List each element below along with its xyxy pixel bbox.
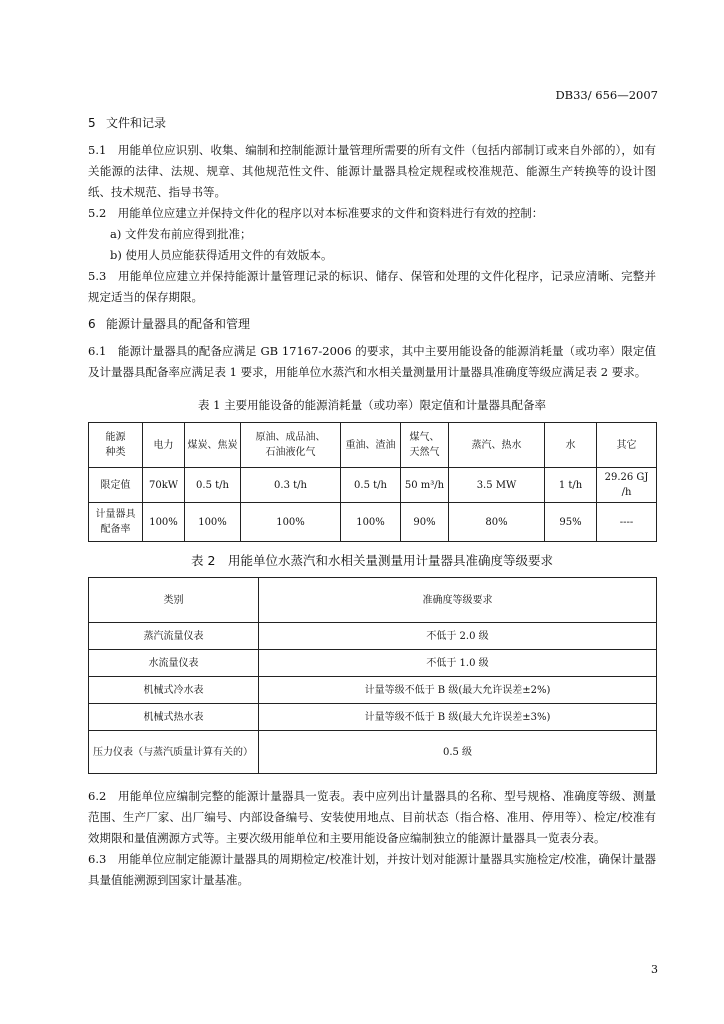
list-item-a: a) 文件发布前应得到批准； — [110, 227, 252, 241]
table-1-caption: 表 1 主要用能设备的能源消耗量（或功率）限定值和计量器具配备率 — [197, 398, 547, 412]
table-1-header-energy-type-line1: 能源 — [105, 432, 126, 443]
table-2-header-category: 类别 — [89, 578, 259, 623]
table-cell: 70kW — [143, 468, 185, 503]
table-cell: 计量等级不低于 B 级(最大允许误差±2%) — [259, 677, 657, 704]
table-2 — [88, 577, 657, 774]
table-cell — [241, 423, 341, 468]
table-cell: 95% — [545, 503, 597, 542]
table-cell: 100% — [185, 503, 241, 542]
table-cell: 机械式冷水表 — [89, 677, 259, 704]
table-1 — [88, 422, 657, 542]
table-cell: 0.3 t/h — [241, 468, 341, 503]
paragraph-5-1: 5.1 用能单位应识别、收集、编制和控制能源计量管理所需要的所有文件（包括内部制订或来自外部的），如有关能源的法律、法规、规章、其他规范性文件、能源计量器具检定规程或校准规范、能源生产转换等的设计图纸、技术规范、指导书等。 — [88, 143, 656, 199]
table-cell: 3.5 MW — [449, 468, 545, 503]
table-cell: 限定值 — [89, 468, 143, 503]
table-row — [89, 704, 657, 731]
table-cell: 蒸汽、热水 — [449, 423, 545, 468]
table-1-header-gas-line2: 天然气 — [409, 447, 440, 458]
table-cell: 100% — [341, 503, 401, 542]
paragraph-6-2: 6.2 用能单位应编制完整的能源计量器具一览表。表中应列出计量器具的名称、型号规格、准确度等级、测量范围、生产厂家、出厂编号、内部设备编号、安装使用地点、目前状态（指合格、准用、停用等）、检定/校准有效期限和量值溯源方式等。主要次级用能单位和主要用能设备应编制独立的能源计量器具一览表分表。 — [88, 789, 656, 845]
table-row — [89, 731, 657, 774]
table-cell: 机械式热水表 — [89, 704, 259, 731]
page-content — [88, 113, 656, 891]
page-number: 3 — [651, 963, 658, 976]
paragraph-6-1: 6.1 能源计量器具的配备应满足 GB 17167-2006 的要求，其中主要用能设备的能源消耗量（或功率）限定值及计量器具配备率应满足表 1 要求，用能单位水蒸汽和水相关量测量用计量器具准确度等级应满足表 2 要求。 — [88, 344, 656, 379]
table-cell: ---- — [597, 503, 657, 542]
table-row — [89, 677, 657, 704]
table-1-rate-label-line1: 计量器具 — [95, 509, 136, 520]
table-cell — [401, 423, 449, 468]
table-cell: 不低于 2.0 级 — [259, 623, 657, 650]
table-cell: 0.5 t/h — [185, 468, 241, 503]
standard-number: DB33/ 656—2007 — [555, 88, 658, 102]
section-5-number: 5 — [88, 116, 96, 130]
table-1-header-gas-line1: 煤气、 — [409, 432, 440, 443]
section-6-heading — [88, 314, 656, 335]
table-cell: 其它 — [597, 423, 657, 468]
table-2-caption: 表 2 用能单位水蒸汽和水相关量测量用计量器具准确度等级要求 — [191, 553, 553, 568]
paragraph-6-3: 6.3 用能单位应制定能源计量器具的周期检定/校准计划，并按计划对能源计量器具实施检定/校准，确保计量器具量值能溯源到国家计量基准。 — [88, 852, 656, 887]
table-cell: 电力 — [143, 423, 185, 468]
table-cell: 煤炭、焦炭 — [185, 423, 241, 468]
table-cell: 29.26 GJ /h — [597, 468, 657, 503]
table-cell: 重油、渣油 — [341, 423, 401, 468]
table-1-header-energy-type-line2: 种类 — [105, 447, 126, 458]
table-cell: 100% — [241, 503, 341, 542]
paragraph-5-2: 5.2 用能单位应建立并保持文件化的程序以对本标准要求的文件和资料进行有效的控制： — [88, 206, 544, 220]
table-cell: 计量等级不低于 B 级(最大允许误差±3%) — [259, 704, 657, 731]
table-cell: 不低于 1.0 级 — [259, 650, 657, 677]
section-5-heading — [88, 113, 656, 134]
table-1-header-row — [89, 423, 657, 468]
table-1-header-oil-line2: 石油液化气 — [265, 447, 316, 458]
table-2-header-row — [89, 578, 657, 623]
table-cell: 水流量仪表 — [89, 650, 259, 677]
table-cell: 1 t/h — [545, 468, 597, 503]
table-cell: 0.5 t/h — [341, 468, 401, 503]
section-6-title: 能源计量器具的配备和管理 — [106, 317, 251, 331]
table-cell: 水 — [545, 423, 597, 468]
table-cell — [89, 423, 143, 468]
table-cell — [89, 503, 143, 542]
section-6-number: 6 — [88, 317, 96, 331]
table-1-limit-row — [89, 468, 657, 503]
table-1-header-oil-line1: 原油、成品油、 — [255, 432, 326, 443]
table-row — [89, 623, 657, 650]
table-row — [89, 650, 657, 677]
paragraph-5-3: 5.3 用能单位应建立并保持能源计量管理记录的标识、储存、保管和处理的文件化程序，记录应清晰、完整并规定适当的保存期限。 — [88, 269, 656, 304]
list-item-b: b) 使用人员应能获得适用文件的有效版本。 — [110, 248, 333, 262]
table-cell: 100% — [143, 503, 185, 542]
table-cell: 50 m³/h — [401, 468, 449, 503]
table-cell: 蒸汽流量仪表 — [89, 623, 259, 650]
table-cell: 90% — [401, 503, 449, 542]
table-cell: 80% — [449, 503, 545, 542]
table-1-rate-row — [89, 503, 657, 542]
table-1-rate-label-line2: 配备率 — [100, 524, 131, 535]
section-5-title: 文件和记录 — [106, 116, 167, 130]
table-cell: 0.5 级 — [259, 731, 657, 774]
table-2-header-requirement: 准确度等级要求 — [259, 578, 657, 623]
table-cell: 压力仪表（与蒸汽质量计算有关的） — [89, 731, 259, 774]
